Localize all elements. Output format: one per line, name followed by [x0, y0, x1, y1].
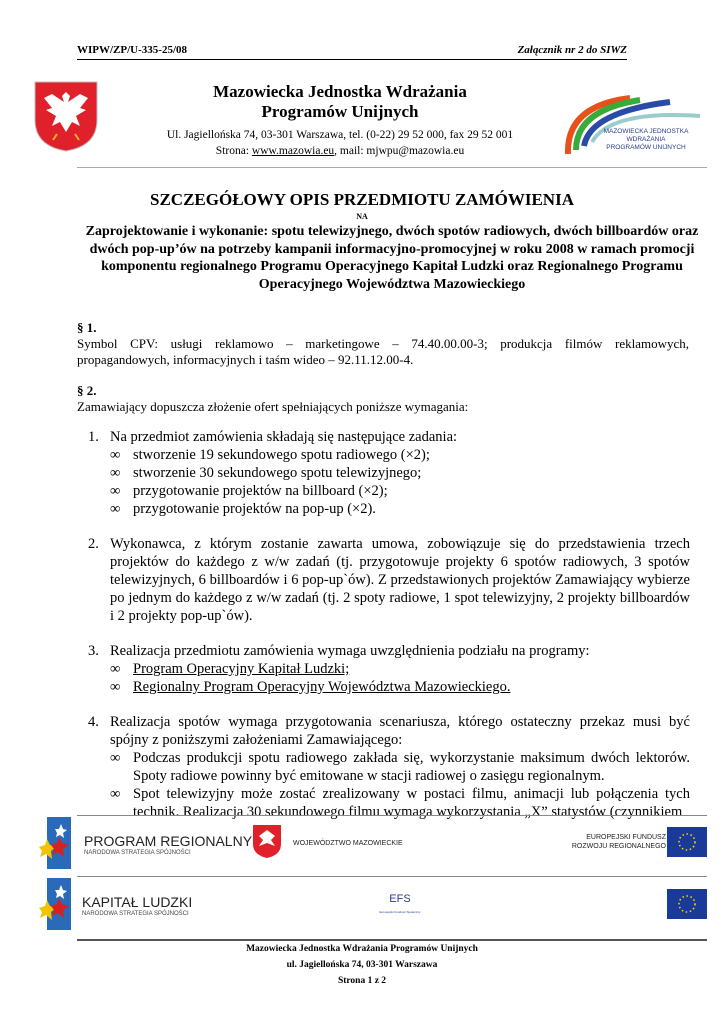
item-text: Wykonawca, z którym zostanie zawarta umowa, zobowiązuje się do przedstawienia trzech projektów do każdego z w/w zadań (tj. przygotowuje projekty 6 spotów radiowych, 3 spotów telewizyjnych, 6 billboardów i 6 pop-up`ów). Z przedstawionych projektów Zamawiający wybierze po jednym do każdego z w/w zadań (tj. 2 spoty radiowe, 1 spot telewizyjny, 2 projekty billboardów i 2 projekty pop-up`ów). — [110, 536, 690, 624]
footer-org: Mazowiecka Jednostka Wdrażania Programów Unijnych — [246, 944, 478, 954]
org-name-line2: Programów Unijnych — [261, 102, 419, 121]
logo-text-line: WDRAŻANIA — [626, 136, 666, 143]
item-number: 1. — [88, 429, 99, 445]
bullet-icon: ∞ — [110, 679, 121, 695]
document-subtitle: Zaprojektowanie i wykonanie: spotu telewizyjnego, dwóch spotów radiowych, dwóch billboardów oraz dwóch pop-up’ów na potrzeby kampanii informacyjno-promocyjnej w roku 2008 w ramach promocji komponentu regionalnego Programu Operacyjnego Kapitał Ludzki oraz Regionalnego Programu Operacyjnego Województwa Mazowieckiego — [85, 224, 699, 292]
section-1-label: § 1. — [77, 320, 97, 335]
item-text: Realizacja spotów wymaga przygotowania scenariusza, którego ostateczny przekaz musi być spójny z poniższymi założeniami Zamawiającego: — [110, 714, 690, 748]
address-line: Ul. Jagiellońska 74, 03-301 Warszawa, tel. (0-22) 29 52 000, fax 29 52 001 — [166, 129, 514, 141]
efs-subtitle: Europejski Fundusz Społeczny — [379, 910, 421, 914]
mjwpu-logo — [560, 86, 705, 158]
efrr-line2: ROZWOJU REGIONALNEGO — [571, 843, 666, 850]
title-conjunction: NA — [356, 212, 368, 221]
bullet-icon: ∞ — [110, 661, 121, 677]
kapital-ludzki-title: KAPITAŁ LUDZKI — [82, 894, 193, 910]
bullet-icon: ∞ — [110, 465, 121, 481]
bullet-text: stworzenie 30 sekundowego spotu telewizyjnego; — [133, 465, 422, 481]
kapital-ludzki-subtitle: NARODOWA STRATEGIA SPÓJNOŚCI — [82, 911, 189, 917]
mazovia-crest-icon — [33, 80, 99, 152]
item-number: 4. — [88, 714, 99, 730]
eu-flag-icon — [667, 827, 707, 857]
bullet-icon: ∞ — [110, 447, 121, 463]
list-item — [88, 642, 690, 696]
header-divider — [77, 167, 707, 168]
logos-top-rule — [77, 815, 707, 816]
bullet-text: przygotowanie projektów na billboard (×2); — [133, 483, 388, 499]
document-title: SZCZEGÓŁOWY OPIS PRZEDMIOTU ZAMÓWIENIA — [150, 190, 574, 209]
website-link[interactable]: www.mazowia.eu — [251, 145, 335, 157]
wojewodztwo-label: WOJEWÓDZTWO MAZOWIECKIE — [293, 840, 403, 847]
nss-star-logo-icon — [37, 817, 71, 869]
list-item — [88, 535, 690, 625]
list-item — [88, 428, 690, 518]
section-2-text: Zamawiający dopuszcza złożenie ofert spełniających poniższe wymagania: — [77, 399, 469, 414]
item-number: 2. — [88, 536, 99, 552]
web-prefix: Strona: — [215, 145, 252, 157]
annex-label: Załącznik nr 2 do SIWZ — [517, 44, 627, 56]
document-reference: WIPW/ZP/U-335-25/08 — [77, 44, 187, 56]
bullet-icon: ∞ — [110, 750, 121, 766]
efrr-line1: EUROPEJSKI FUNDUSZ — [586, 834, 666, 841]
program-link[interactable]: Regionalny Program Operacyjny Województwa Mazowieckiego. — [133, 679, 511, 695]
bullet-text: Spot telewizyjny może zostać zrealizowany w postaci filmu, animacji lub połączenia tych technik. Realizacja 30 sekundowego filmu wymaga wykorzystania „X” statystów (czynnikiem — [133, 786, 690, 820]
section-1-text: Symbol CPV: usługi reklamowo – marketingowe – 74.40.00.00-3; produkcja filmów reklamowych, propagandowych, informacyjnych i taśm wideo – 92.11.12.00-4. — [77, 336, 689, 367]
list-item — [88, 713, 690, 821]
bullet-text: przygotowanie projektów na pop-up (×2). — [133, 501, 376, 517]
mail-text: , mail: mjwpu@mazowia.eu — [334, 145, 465, 157]
mazovia-crest-small-icon — [252, 824, 282, 859]
eu-flag-icon — [667, 889, 707, 919]
item-number: 3. — [88, 643, 99, 659]
logo-text-line: MAZOWIECKA JEDNOSTKA — [603, 128, 689, 135]
organization-name — [140, 82, 540, 122]
bullet-icon: ∞ — [110, 483, 121, 499]
nss-star-logo-icon — [37, 878, 71, 930]
bullet-text: stworzenie 19 sekundowego spotu radiowego (×2); — [133, 447, 430, 463]
program-link[interactable]: Program Operacyjny Kapitał Ludzki; — [133, 661, 350, 677]
requirements-list — [88, 428, 690, 838]
logo-text-line: PROGRAMÓW UNIJNYCH — [606, 144, 686, 151]
org-name-line1: Mazowiecka Jednostka Wdrażania — [213, 82, 467, 101]
bullet-icon: ∞ — [110, 501, 121, 517]
organization-address — [120, 127, 560, 159]
section-2-label: § 2. — [77, 383, 97, 398]
footer-address: ul. Jagiellońska 74, 03-301 Warszawa — [286, 960, 438, 970]
program-regionalny-subtitle: NARODOWA STRATEGIA SPÓJNOŚCI — [84, 850, 191, 856]
efs-logo: EFS — [389, 893, 411, 905]
bullet-icon: ∞ — [110, 786, 121, 802]
page-number: Strona 1 z 2 — [337, 976, 387, 986]
item-text: Na przedmiot zamówienia składają się następujące zadania: — [110, 429, 458, 445]
header-rule — [77, 59, 627, 60]
program-regionalny-title: PROGRAM REGIONALNY — [84, 833, 253, 849]
page-footer — [0, 941, 724, 989]
bullet-text: Podczas produkcji spotu radiowego zakłada się, wykorzystanie maksimum dwóch lektorów. Spoty radiowe powinny być emitowane w stacji radiowej o zasięgu regionalnym. — [133, 750, 690, 784]
efrr-label — [572, 833, 666, 851]
logos-middle-rule — [77, 876, 707, 877]
item-text: Realizacja przedmiotu zamówienia wymaga uwzględnienia podziału na programy: — [110, 643, 590, 659]
